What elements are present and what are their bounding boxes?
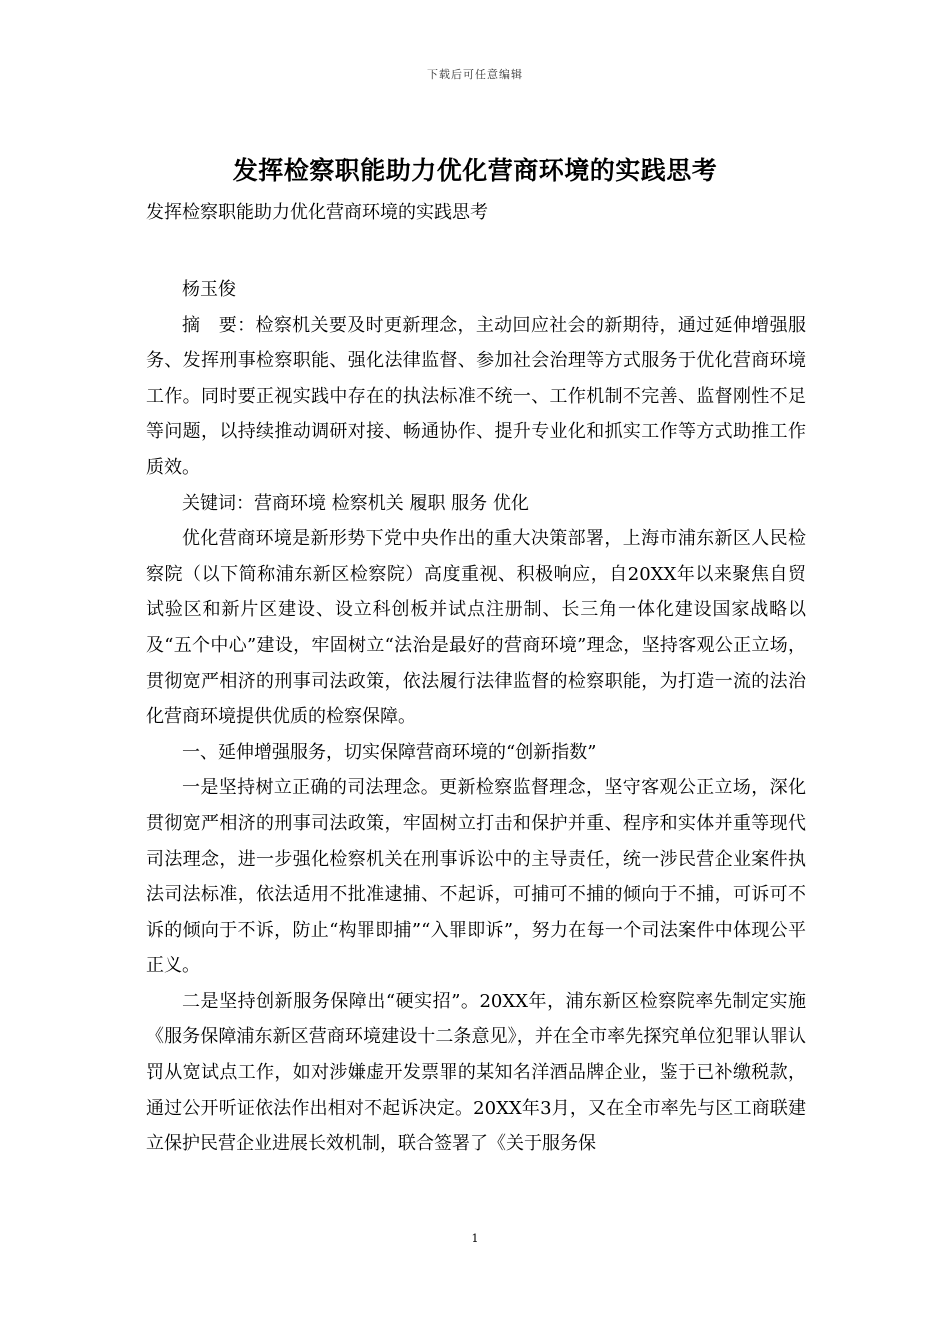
body-paragraph: 二是坚持创新服务保障出“硬实招”。20XX年，浦东新区检察院率先制定实施《服务保障浦东新区营商环境建设十二条意见》，并在全市率先探究单位犯罪认罪认罚从宽试点工作，如对涉嫌虚开发票罪的某知名洋酒品牌企业，鉴于已补缴税款，通过公开听证依法作出相对不起诉决定。20XX年3月，又在全市率先与区工商联建立保护民营企业进展长效机制，联合签署了《关于服务保 [146,990,806,1155]
keywords-line: 关键词：营商环境 检察机关 履职 服务 优化 [182,492,529,514]
section-heading: 一、延伸增强服务，切实保障营商环境的“创新指数” [182,741,597,763]
page-number: 1 [471,1232,479,1245]
document-body [146,272,806,1162]
body-paragraph: 一是坚持树立正确的司法理念。更新检察监督理念，坚守客观公正立场，深化贯彻宽严相济的刑事司法政策，牢固树立打击和保护并重、程序和实体并重等现代司法理念，进一步强化检察机关在刑事诉讼中的主导责任，统一涉民营企业案件执法司法标准，依法适用不批准逮捕、不起诉，可捕可不捕的倾向于不捕，可诉可不诉的倾向于不诉，防止“构罪即捕”“入罪即诉”，努力在每一个司法案件中体现公平正义。 [146,777,806,977]
author-line: 杨玉俊 [182,279,236,300]
header-note: 下载后可任意编辑 [427,68,523,81]
document-subtitle: 发挥检察职能助力优化营商环境的实践思考 [146,202,488,223]
document-title: 发挥检察职能助力优化营商环境的实践思考 [232,156,718,185]
intro-paragraph: 优化营商环境是新形势下党中央作出的重大决策部署，上海市浦东新区人民检察院（以下简称浦东新区检察院）高度重视、积极响应，自20XX年以来聚焦自贸试验区和新片区建设、设立科创板并试点注册制、长三角一体化建设国家战略以及“五个中心”建设，牢固树立“法治是最好的营商环境”理念，坚持客观公正立场，贯彻宽严相济的刑事司法政策，依法履行法律监督的检察职能，为打造一流的法治化营商环境提供优质的检察保障。 [146,528,806,728]
abstract-paragraph: 摘 要：检察机关要及时更新理念，主动回应社会的新期待，通过延伸增强服务、发挥刑事检察职能、强化法律监督、参加社会治理等方式服务于优化营商环境工作。同时要正视实践中存在的执法标准不统一、工作机制不完善、监督刚性不足等问题，以持续推动调研对接、畅通协作、提升专业化和抓实工作等方式助推工作质效。 [146,314,806,478]
